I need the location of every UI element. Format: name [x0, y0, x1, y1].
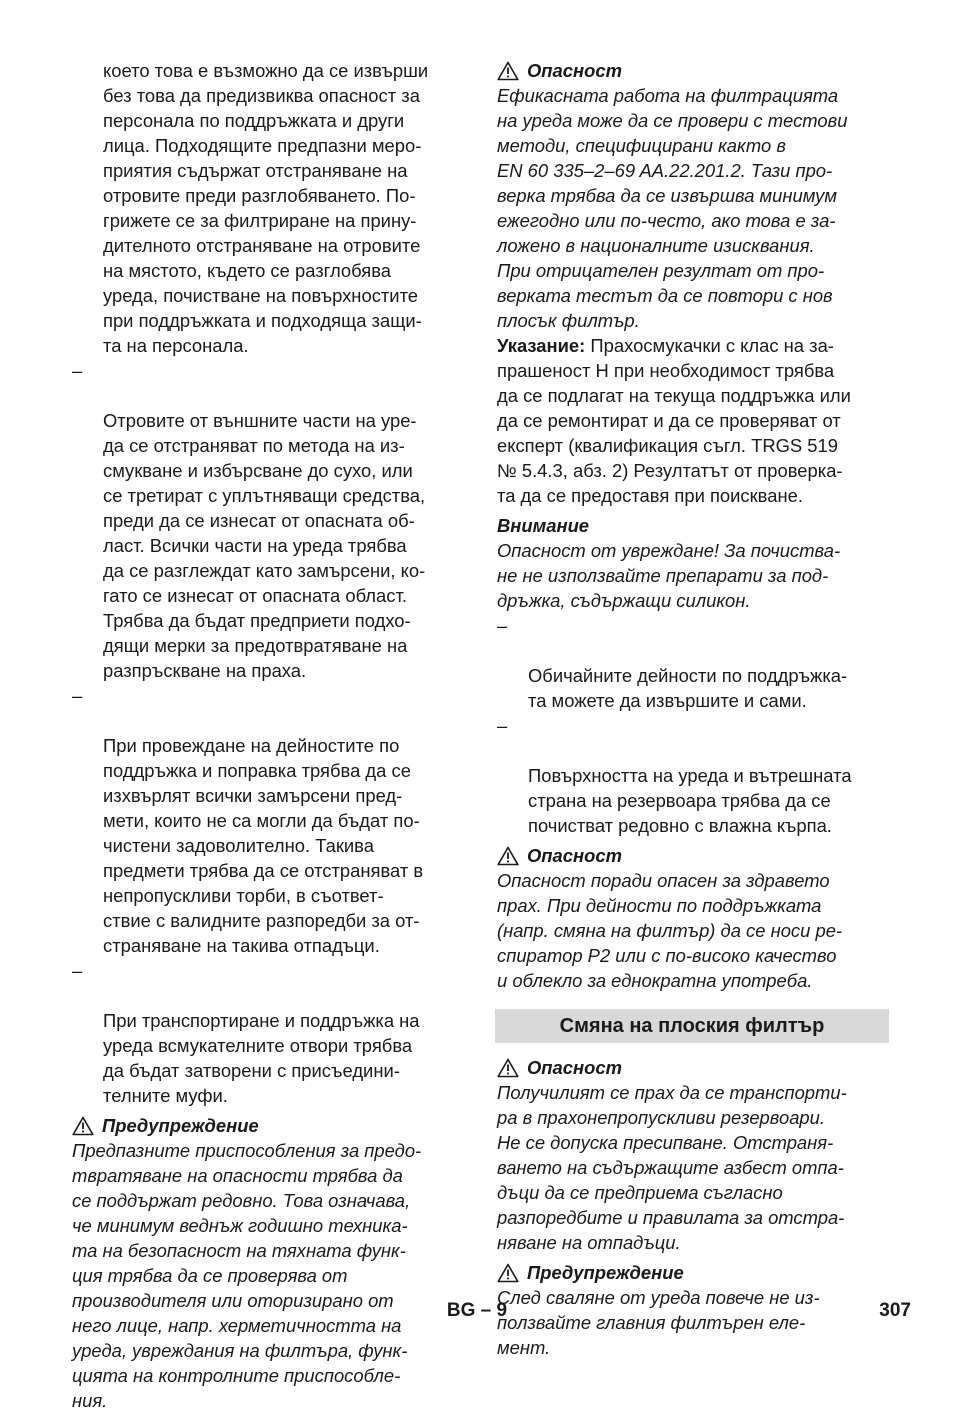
danger-heading — [497, 1055, 887, 1080]
danger-title: Опасност — [527, 1057, 622, 1078]
danger-heading — [497, 843, 887, 868]
warning-text: След сваляне от уреда повече не из- ползвайте главния филтърен еле- мент. — [497, 1287, 820, 1358]
danger-text: Получилият се прах да се транспорти- ра в прахонепропускливи резервоари. Не се допуска пресипване. Отстраня- ването на съдържащите азбест отпа- дъци да се предприема съгласно разпоредбите и правилата за отстра- няване на отпадъци. — [497, 1082, 847, 1253]
list-item — [497, 713, 887, 838]
warning-text: Предпазните приспособления за предо- твратяване на опасности трябва да се поддържат редовно. Това означава, че минимум веднъж годишно техника- та на безопасност на тяхната функ- ция трябва да се проверява от производителя или оторизирано от него лице, напр. херметичността на уреда, увреждания на филтъра, функ- цията на контролните приспособле- ния. — [72, 1140, 422, 1411]
note-paragraph — [497, 333, 887, 508]
caution-title: Внимание — [497, 515, 590, 536]
right-column — [497, 58, 887, 1360]
warning-triangle-icon — [497, 846, 519, 866]
page-number: 307 — [879, 1300, 911, 1321]
left-column — [72, 58, 462, 1413]
list-item-text: Повърхността на уреда и вътрешната страна на резервоара трябва да се почистват редовно с влажна кърпа. — [528, 765, 852, 836]
list-item — [72, 958, 462, 1108]
dash-bullet: – — [72, 960, 83, 981]
dash-bullet: – — [497, 715, 508, 736]
warning-triangle-icon — [497, 61, 519, 81]
list-item-text: Обичайните дейности по поддръжка- та можете да извършите и сами. — [528, 665, 848, 711]
section-heading: Смяна на плоския филтър — [495, 1009, 889, 1043]
list-item — [497, 613, 887, 713]
danger-title: Опасност — [527, 60, 622, 81]
list-item-text: При провеждане на дейностите по поддръжка и поправка трябва да се изхвърлят всички замърсени пред- мети, които не са могли да бъдат по- чистени задоволително. Такива предмети трябва да се отстраняват в непропускливи торби, в съответ- ствие с валидните разпоредби за от- страняване на такива отпадъци. — [103, 735, 424, 956]
warning-triangle-icon — [497, 1058, 519, 1078]
list-item-text: Отровите от външните части на уре- да се отстраняват по метода на из- смукване и избърсване до сухо, или се третират с уплътняващи средства, преди да се изнесат от опасната об- ласт. Всички части на уреда трябва да се разглеждат като замърсени, ко- гато се изнесат от опасната област. Трябва да бъдат предприети подхо- дящи мерки за предотвратяване на разпръскване на праха. — [103, 410, 426, 681]
warning-heading — [497, 1260, 887, 1285]
danger-title: Опасност — [527, 845, 622, 866]
list-item — [72, 358, 462, 683]
footer-section-label: BG – 9 — [446, 1300, 508, 1321]
dash-bullet: – — [72, 360, 83, 381]
warning-triangle-icon — [497, 1263, 519, 1283]
danger-heading — [497, 58, 887, 83]
caution-heading — [497, 513, 887, 538]
intro-paragraph: което това е възможно да се извърши без това да предизвиква опасност за персонала по поддръжката и други лица. Подходящите предпазни мерo- приятия съдържат отстраняване на отровите преди разглобяването. По- грижете се за филтриране на прину- дителното отстраняване на отровите на мястото, където се разглобява уреда, почистване на повърхностите при поддръжката и подходяща защи- та на персонала. — [103, 60, 429, 356]
dash-bullet: – — [72, 685, 83, 706]
danger-text: Опасност поради опасен за здравето прах. При дейности по поддръжката (напр. смяна на филтър) да се носи ре- спиратор P2 или с по-високо качество и облекло за еднократна употреба. — [497, 870, 843, 991]
caution-text: Опасност от увреждане! За почиства- не не използвайте препарати за под- дръжка, съдържащи силикон. — [497, 540, 841, 611]
danger-text: Ефикасната работа на филтрацията на уреда може да се провери с тестови методи, специфицирани както в EN 60 335–2–69 AA.22.201.2. Тази про- верка трябва да се извършва минимум ежегодно или по-често, ако това е за- ложено в националните изисквания. При отрицателен резултат от про- верката тестът да се повтори с нов плосък филтър. — [497, 85, 848, 331]
warning-triangle-icon — [72, 1116, 94, 1136]
warning-title: Предупреждение — [102, 1115, 259, 1136]
dash-bullet: – — [497, 615, 508, 636]
warning-heading — [72, 1113, 462, 1138]
list-item — [72, 683, 462, 958]
note-label: Указание: — [497, 335, 586, 356]
note-text: Прахосмукачки с клас на за- прашеност H при необходимост трябва да се подлагат на текуща поддръжка или да се ремонтират и да се проверяват от експерт (квалификация съгл. TRGS 519 № 5.4.3, абз. 2) Резултатът от проверка- та да се предоставя при поискване. — [497, 335, 851, 506]
list-item-text: При транспортиране и поддръжка на уреда всмукателните отвори трябва да бъдат затворени с присъедини- телните муфи. — [103, 1010, 420, 1106]
warning-title: Предупреждение — [527, 1262, 684, 1283]
